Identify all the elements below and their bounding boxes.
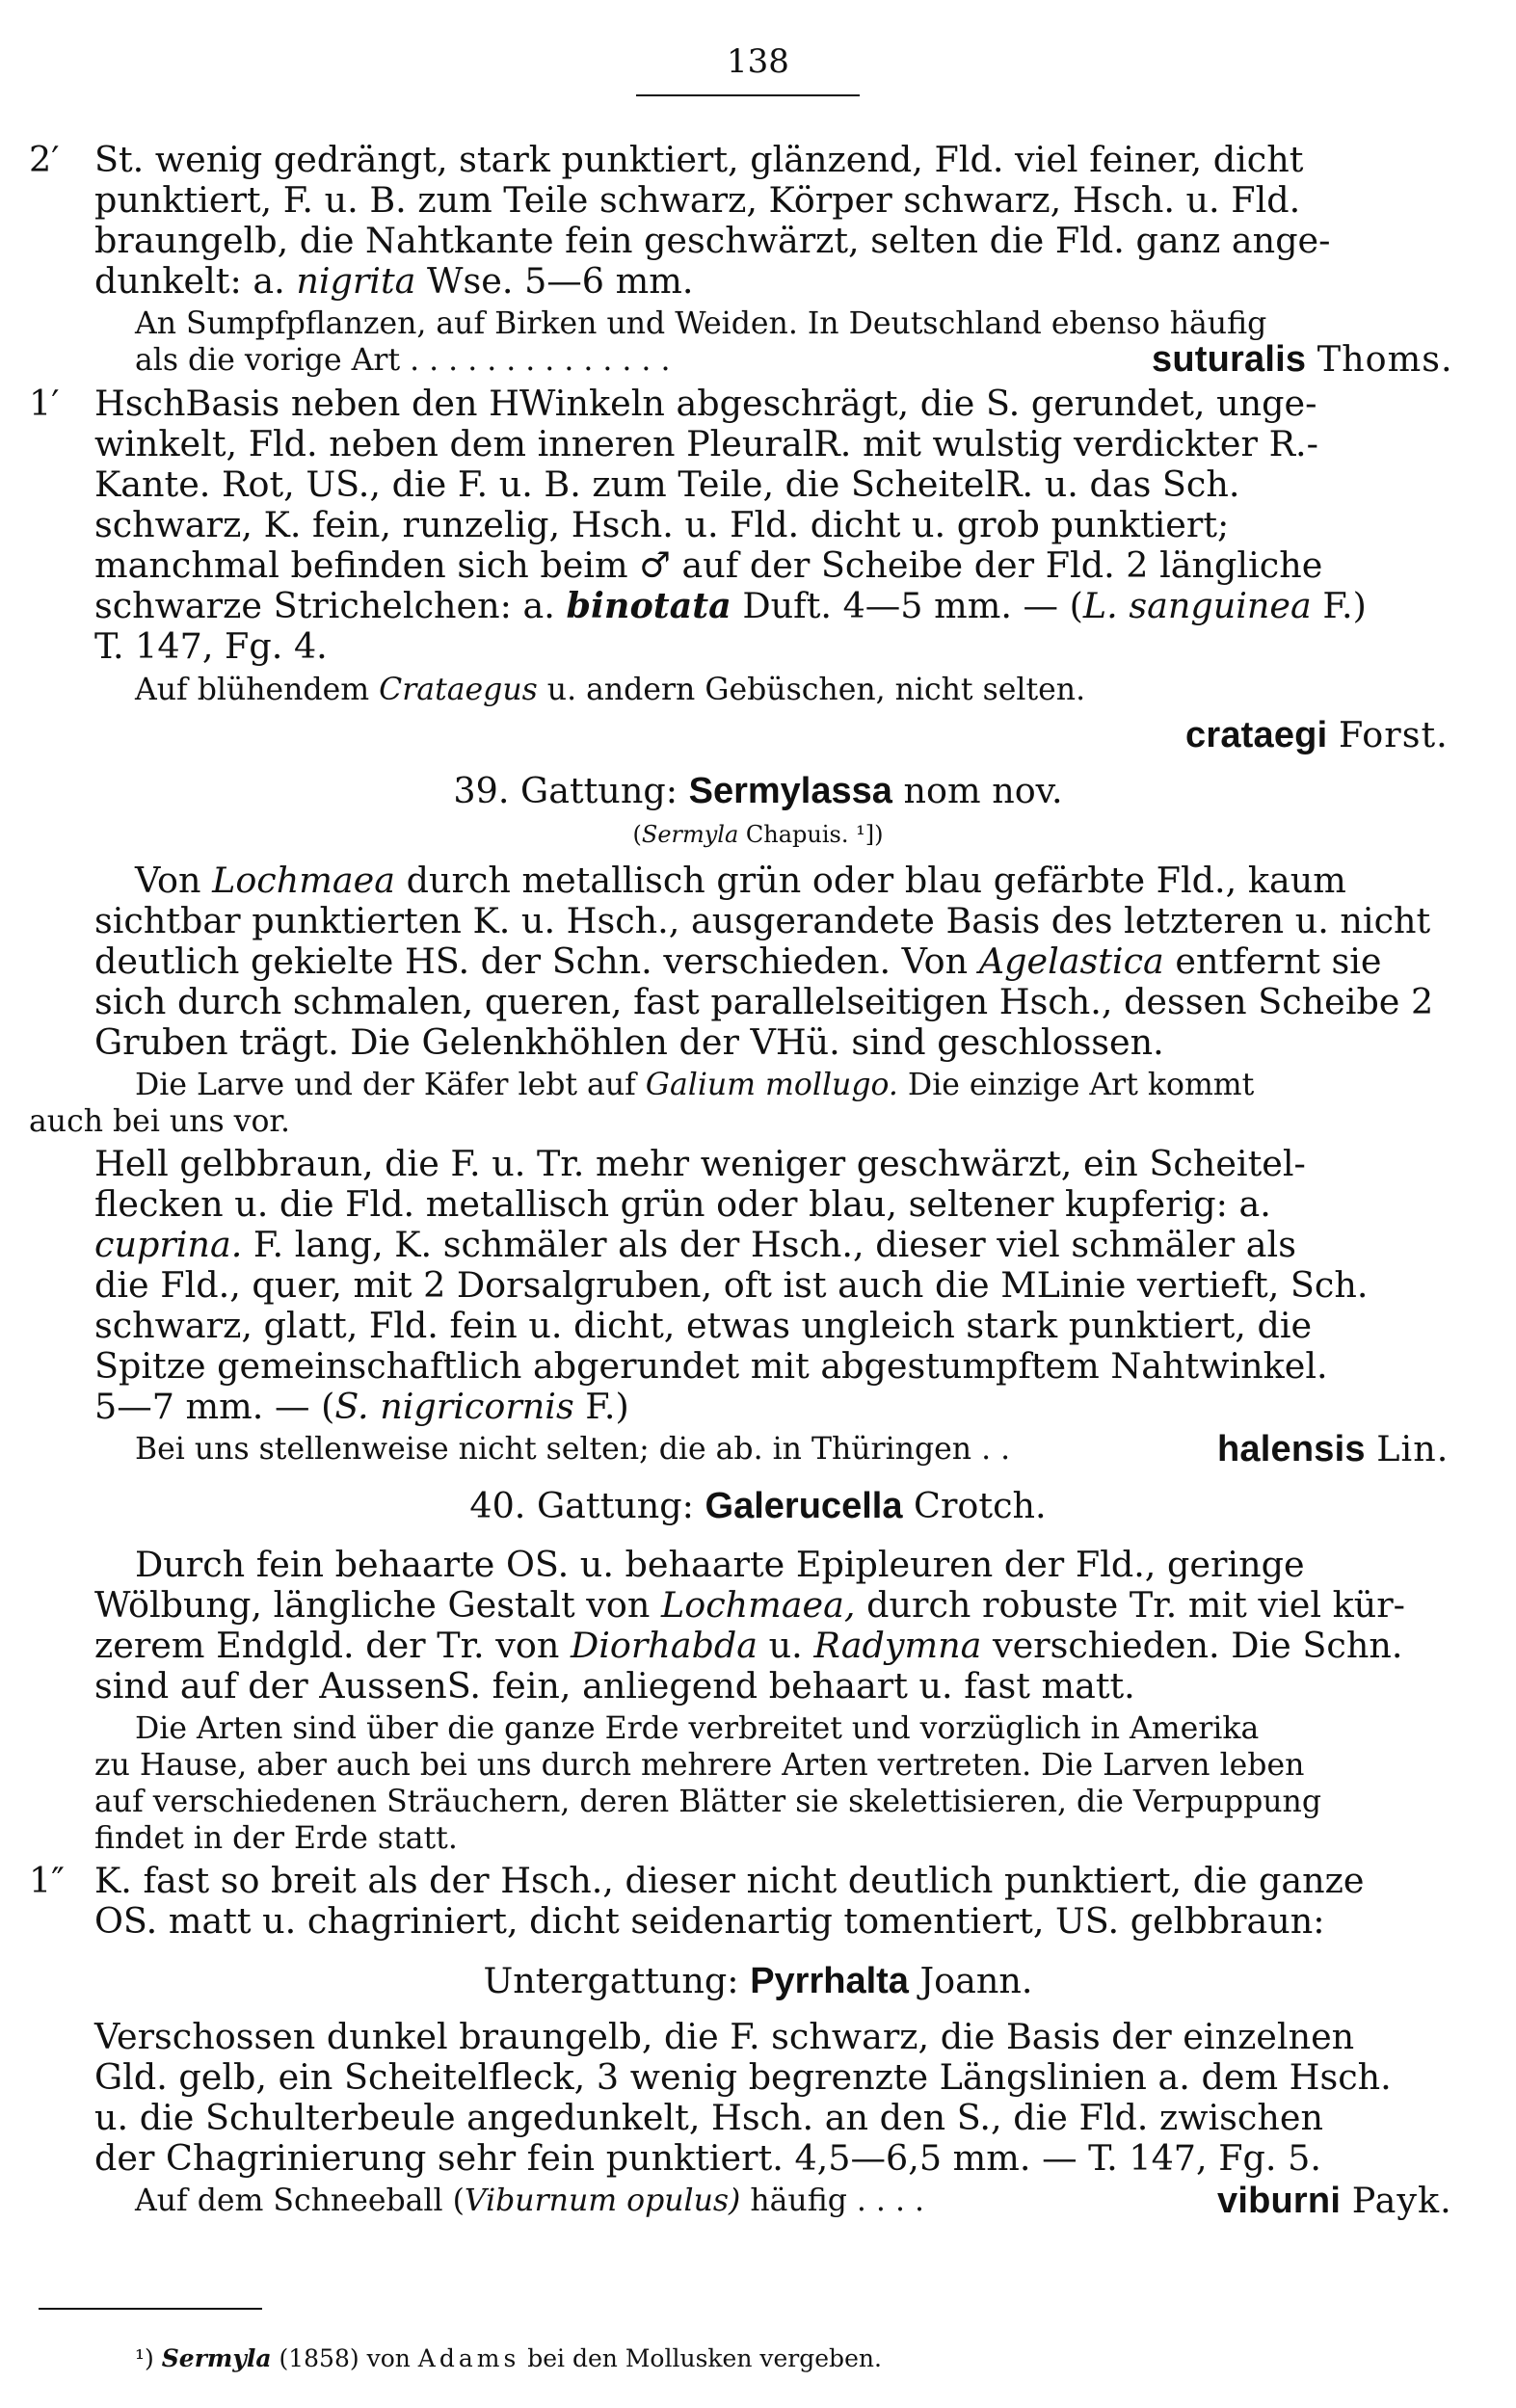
subgenus-heading: Untergattung: Pyrrhalta Joann.	[483, 1960, 1033, 2001]
text-line: cuprina. F. lang, K. schmäler als der Hsch., dieser viel schmäler als	[94, 1224, 1296, 1265]
text-line: K. fast so breit als der Hsch., dieser nicht deutlich punktiert, die ganze	[94, 1860, 1365, 1901]
couplet-number: 1′	[29, 383, 60, 424]
text-line: HschBasis neben den HWinkeln abgeschrägt, die S. gerundet, unge-	[94, 383, 1317, 424]
text-line: schwarz, glatt, Fld. fein u. dicht, etwas ungleich stark punktiert, die	[94, 1305, 1313, 1346]
biology-note: Die Larve und der Käfer lebt auf Galium mollugo. Die einzige Art kommt	[135, 1068, 1255, 1102]
text-line: Durch fein behaarte OS. u. behaarte Epipleuren der Fld., geringe	[135, 1544, 1305, 1585]
habitat-note: An Sumpfpflanzen, auf Birken und Weiden. In Deutschland ebenso häufig	[135, 306, 1267, 341]
text-line: Wölbung, längliche Gestalt von Lochmaea, durch robuste Tr. mit viel kür-	[94, 1584, 1406, 1626]
footnote: ¹) Sermyla (1858) von Adams bei den Mollusken vergeben.	[135, 2344, 882, 2372]
text-line: flecken u. die Fld. metallisch grün oder blau, seltener kupferig: a.	[94, 1183, 1271, 1225]
species-name: suturalis Thoms.	[1152, 338, 1453, 380]
text-line: Verschossen dunkel braungelb, die F. schwarz, die Basis der einzelnen	[94, 2016, 1355, 2057]
species-name: viburni Payk.	[1217, 2180, 1452, 2221]
text-line: die Fld., quer, mit 2 Dorsalgruben, oft ist auch die MLinie vertieft, Sch.	[94, 1264, 1369, 1306]
text-line: sich durch schmalen, queren, fast parallelseitigen Hsch., dessen Scheibe 2	[94, 981, 1434, 1022]
text-line: zerem Endgld. der Tr. von Diorhabda u. Radymna verschieden. Die Schn.	[94, 1625, 1403, 1666]
text-line: dunkelt: a. nigrita Wse. 5—6 mm.	[94, 260, 694, 302]
text-line: Gld. gelb, ein Scheitelfleck, 3 wenig begrenzte Längslinien a. dem Hsch.	[94, 2056, 1392, 2098]
text-line: deutlich gekielte HS. der Schn. verschieden. Von Agelastica entfernt sie	[94, 940, 1382, 982]
text-line: 5—7 mm. — (S. nigricornis F.)	[94, 1386, 629, 1427]
species-name: crataegi Forst.	[1185, 714, 1449, 755]
text-line: Von Lochmaea durch metallisch grün oder blau gefärbte Fld., kaum	[135, 860, 1346, 901]
text-line: manchmal befinden sich beim ♂ auf der Scheibe der Fld. 2 längliche	[94, 544, 1323, 586]
text-line: winkelt, Fld. neben dem inneren PleuralR. mit wulstig verdickter R.-	[94, 423, 1318, 464]
species-name: halensis Lin.	[1217, 1428, 1450, 1469]
footnote-rule	[39, 2308, 262, 2310]
synonym-line: (Sermyla Chapuis. ¹])	[632, 821, 884, 848]
text-line: schwarze Strichelchen: a. binotata Duft. 4—5 mm. — (L. sanguinea F.)	[94, 585, 1367, 626]
text-line: Spitze gemeinschaftlich abgerundet mit abgestumpftem Nahtwinkel.	[94, 1345, 1328, 1387]
text-line: der Chagrinierung sehr fein punktiert. 4,5—6,5 mm. — T. 147, Fg. 5.	[94, 2137, 1321, 2179]
genus-heading: 39. Gattung: Sermylassa nom nov.	[453, 770, 1063, 811]
habitat-note: Auf blühendem Crataegus u. andern Gebüschen, nicht selten.	[135, 673, 1086, 707]
page-number: 138	[727, 42, 789, 81]
text-line: u. die Schulterbeule angedunkelt, Hsch. an den S., die Fld. zwischen	[94, 2097, 1323, 2138]
habitat-note: als die vorige Art . . . . . . . . . . . . . .	[135, 343, 671, 378]
habitat-note: Auf dem Schneeball (Viburnum opulus) häufig . . . .	[135, 2183, 924, 2218]
genus-heading: 40. Gattung: Galerucella Crotch.	[469, 1485, 1047, 1526]
text-line: sichtbar punktierten K. u. Hsch., ausgerandete Basis des letzteren u. nicht	[94, 900, 1431, 941]
habitat-note: Bei uns stellenweise nicht selten; die ab. in Thüringen . .	[135, 1432, 1011, 1467]
text-line: braungelb, die Nahtkante fein geschwärzt, selten die Fld. ganz ange-	[94, 220, 1331, 261]
biology-note: auch bei uns vor.	[29, 1104, 291, 1139]
biology-note: zu Hause, aber auch bei uns durch mehrere Arten vertreten. Die Larven leben	[94, 1748, 1305, 1783]
text-line: Kante. Rot, US., die F. u. B. zum Teile, die ScheitelR. u. das Sch.	[94, 463, 1240, 505]
text-line: OS. matt u. chagriniert, dicht seidenartig tomentiert, US. gelbbraun:	[94, 1900, 1325, 1942]
text-line: punktiert, F. u. B. zum Teile schwarz, Körper schwarz, Hsch. u. Fld.	[94, 179, 1301, 221]
text-line: schwarz, K. fein, runzelig, Hsch. u. Fld. dicht u. grob punktiert;	[94, 504, 1230, 545]
text-line: sind auf der AussenS. fein, anliegend behaart u. fast matt.	[94, 1665, 1135, 1707]
text-line: St. wenig gedrängt, stark punktiert, glänzend, Fld. viel feiner, dicht	[94, 139, 1304, 180]
text-line: T. 147, Fg. 4.	[94, 625, 328, 667]
biology-note: auf verschiedenen Sträuchern, deren Blätter sie skelettisieren, die Verpuppung	[94, 1785, 1321, 1819]
couplet-number: 1″	[29, 1860, 65, 1901]
header-rule	[636, 94, 860, 96]
biology-note: findet in der Erde statt.	[94, 1821, 458, 1856]
biology-note: Die Arten sind über die ganze Erde verbreitet und vorzüglich in Amerika	[135, 1711, 1260, 1746]
text-line: Hell gelbbraun, die F. u. Tr. mehr weniger geschwärzt, ein Scheitel-	[94, 1143, 1306, 1184]
couplet-number: 2′	[29, 139, 60, 180]
text-line: Gruben trägt. Die Gelenkhöhlen der VHü. sind geschlossen.	[94, 1021, 1164, 1063]
